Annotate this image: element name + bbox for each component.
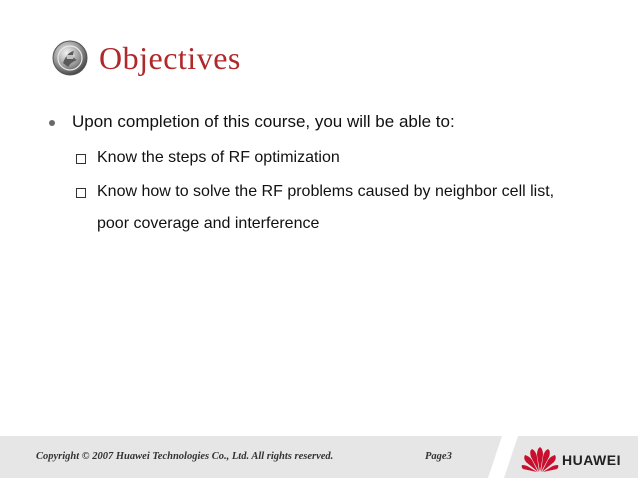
globe-badge-icon [52,40,88,76]
square-bullet-icon [76,154,86,164]
sub-bullet-text: Know how to solve the RF problems caused by neighbor cell list, poor coverage and interference [97,183,555,232]
slide-title: Objectives [99,40,241,76]
huawei-logo [520,445,560,473]
footer-divider-slash [488,436,518,478]
sub-bullet-text: Know the steps of RF optimization [97,149,340,166]
footer-page-number: Page3 [425,451,452,462]
footer-copyright: Copyright © 2007 Huawei Technologies Co., Ltd. All rights reserved. [36,451,334,462]
square-bullet-icon [76,188,86,198]
brand-name: HUAWEI [562,452,621,468]
main-bullet-text: Upon completion of this course, you will be able to: [72,112,455,131]
round-bullet-icon [49,120,55,126]
